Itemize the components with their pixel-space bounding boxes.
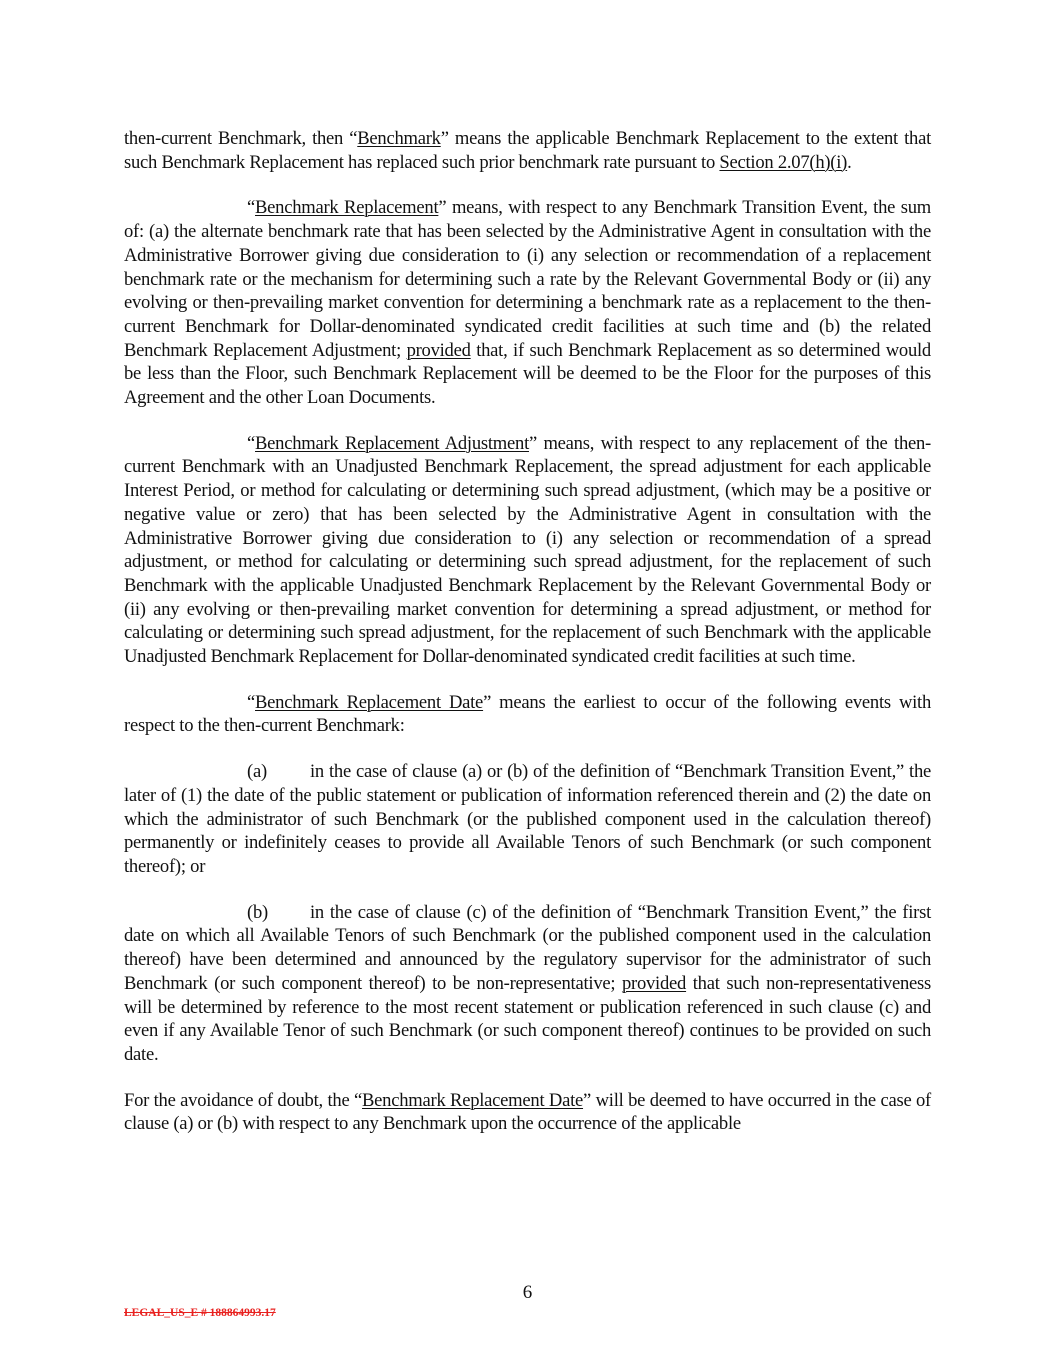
defined-term: Benchmark Replacement Date — [255, 691, 484, 713]
defined-term: Benchmark Replacement — [255, 197, 439, 219]
document-id: LEGAL_US_E # 188864993.17 — [124, 1307, 276, 1319]
clause-b: (b) in the case of clause (c) of the definition of “Benchmark Transition Event,” the first date on which all Available Tenors of such Benchmark (or the published component used in the calculation thereof) have been determined and announced by the regulatory supervisor for the administrator of such Benchmark (or such component thereof) to be non-representative; provided that such non-representativeness will be determined by reference to the most recent statement or publication referenced in such clause (c) and even if any Available Tenor of such Benchmark (or such component thereof) continues to be provided on such date. — [124, 901, 931, 1065]
definition-benchmark-replacement: “Benchmark Replacement” means, with respect to any Benchmark Transition Event, the sum of: (a) the alternate benchmark rate that has been selected by the Administrative Agent in consultation with the Administrative Borrower giving due consideration to (i) any selection or recommendation of a replacement benchmark rate or the mechanism for determining such a rate by the Relevant Governmental Body or (ii) any evolving or then-prevailing market convention for determining a benchmark rate as a replacement to the then-current Benchmark for Dollar-denominated syndicated credit facilities at such time and (b) the related Benchmark Replacement Adjustment; provided that, if such Benchmark Replacement as so determined would be less than the Floor, such Benchmark Replacement will be deemed to be the Floor for the purposes of this Agreement and the other Loan Documents. — [124, 197, 931, 409]
provided-term: provided — [621, 972, 687, 994]
defined-term: Benchmark Replacement Adjustment — [255, 432, 529, 454]
provided-term: provided — [406, 339, 471, 361]
clause-label: (b) — [247, 901, 268, 923]
definition-benchmark-replacement-date: “Benchmark Replacement Date” means the earliest to occur of the following events with respect to the then-current Benchmark: — [124, 691, 932, 737]
paragraph-benchmark-continuation: then-current Benchmark, then “Benchmark” means the applicable Benchmark Replacement to the extent that such Benchmark Replacement has replaced such prior benchmark rate pursuant to Section 2.07(h)(i). — [124, 128, 931, 173]
definition-benchmark-replacement-adjustment: “Benchmark Replacement Adjustment” means, with respect to any replacement of the then-current Benchmark with an Unadjusted Benchmark Replacement, the spread adjustment for each applicable Interest Period, or method for calculating or determining such spread adjustment, (which may be a positive or negative value or zero) that has been selected by the Administrative Agent in consultation with the Administrative Borrower giving due consideration to (i) any selection or recommendation of a spread adjustment, or method for calculating or determining such spread adjustment, for the replacement of such Benchmark with the applicable Unadjusted Benchmark Replacement by the Relevant Governmental Body or (ii) any evolving or then-prevailing market convention for determining a spread adjustment, or method for calculating or determining such spread adjustment, for the replacement of such Benchmark with the applicable Unadjusted Benchmark Replacement for Dollar-denominated syndicated credit facilities at such time. — [124, 432, 931, 668]
clause-a: (a) in the case of clause (a) or (b) of the definition of “Benchmark Transition Event,” the later of (1) the date of the public statement or publication of information referenced therein and (2) the date on which the administrator of such Benchmark (or the published component used in the calculation thereof) permanently or indefinitely ceases to provide all Available Tenors of such Benchmark (or such component thereof); or — [124, 761, 931, 877]
clause-label: (a) — [247, 761, 267, 783]
document-page — [124, 127, 931, 1136]
paragraph-avoidance-of-doubt: For the avoidance of doubt, the “Benchmark Replacement Date” will be deemed to have occurred in the case of clause (a) or (b) with respect to any Benchmark upon the occurrence of the applicable — [124, 1089, 931, 1135]
page-number: 6 — [522, 1282, 533, 1303]
section-reference: Section 2.07(h)(i) — [719, 151, 848, 173]
defined-term-benchmark: Benchmark — [357, 128, 441, 149]
defined-term: Benchmark Replacement Date — [362, 1089, 584, 1111]
